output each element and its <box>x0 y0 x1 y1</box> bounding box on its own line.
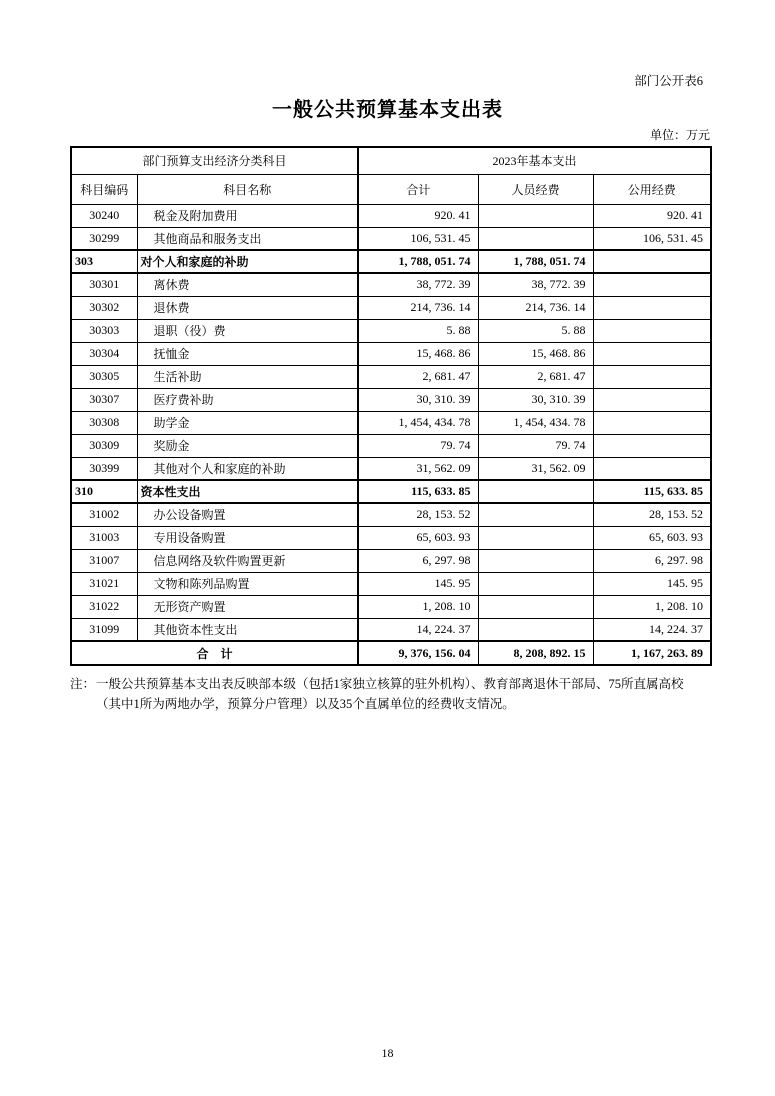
total-row-total: 9, 376, 156. 04 <box>358 641 478 665</box>
row-code: 310 <box>71 480 137 503</box>
row-personnel <box>478 503 593 526</box>
table-column-header-row <box>71 174 711 204</box>
row-name: 其他对个人和家庭的补助 <box>137 457 358 480</box>
total-row-label: 合 计 <box>71 641 358 665</box>
table-body <box>71 204 711 665</box>
row-personnel <box>478 204 593 227</box>
row-name: 税金及附加费用 <box>137 204 358 227</box>
row-name: 医疗费补助 <box>137 388 358 411</box>
row-public <box>593 319 711 342</box>
row-personnel: 1, 788, 051. 74 <box>478 250 593 273</box>
doc-label: 部门公开表6 <box>634 74 703 88</box>
footnote-line-1: 一般公共预算基本支出表反映部本级（包括1家独立核算的驻外机构）、教育部离退休干部局、75所直属高校 <box>96 677 684 691</box>
row-total: 5. 88 <box>358 319 478 342</box>
row-name: 无形资产购置 <box>137 595 358 618</box>
row-public <box>593 411 711 434</box>
row-name: 专用设备购置 <box>137 526 358 549</box>
year-expenditure-group-header: 2023年基本支出 <box>358 147 711 174</box>
column-header-total: 合计 <box>358 174 478 204</box>
row-personnel <box>478 595 593 618</box>
column-header-code: 科目编码 <box>71 174 137 204</box>
table-row <box>71 411 711 434</box>
row-name: 其他资本性支出 <box>137 618 358 641</box>
row-total: 31, 562. 09 <box>358 457 478 480</box>
row-name: 办公设备购置 <box>137 503 358 526</box>
row-total: 65, 603. 93 <box>358 526 478 549</box>
row-code: 30299 <box>71 227 137 250</box>
table-row <box>71 342 711 365</box>
table-row <box>71 388 711 411</box>
row-total: 145. 95 <box>358 572 478 595</box>
classification-group-header: 部门预算支出经济分类科目 <box>71 147 358 174</box>
section-row <box>71 480 711 503</box>
row-personnel: 214, 736. 14 <box>478 296 593 319</box>
row-total: 30, 310. 39 <box>358 388 478 411</box>
row-code: 30301 <box>71 273 137 296</box>
row-name: 资本性支出 <box>137 480 358 503</box>
unit-label: 单位：万元 <box>649 128 710 142</box>
row-personnel: 38, 772. 39 <box>478 273 593 296</box>
row-public: 28, 153. 52 <box>593 503 711 526</box>
table-row <box>71 618 711 641</box>
row-public: 1, 208. 10 <box>593 595 711 618</box>
row-name: 生活补助 <box>137 365 358 388</box>
row-code: 30399 <box>71 457 137 480</box>
row-code: 31099 <box>71 618 137 641</box>
row-code: 30307 <box>71 388 137 411</box>
row-public: 106, 531. 45 <box>593 227 711 250</box>
budget-table <box>70 146 712 666</box>
row-total: 28, 153. 52 <box>358 503 478 526</box>
row-code: 303 <box>71 250 137 273</box>
row-personnel <box>478 618 593 641</box>
table-row <box>71 572 711 595</box>
footnote <box>70 674 720 714</box>
row-code: 30240 <box>71 204 137 227</box>
row-code: 31007 <box>71 549 137 572</box>
row-personnel: 30, 310. 39 <box>478 388 593 411</box>
table-row <box>71 595 711 618</box>
row-personnel <box>478 549 593 572</box>
row-public <box>593 365 711 388</box>
row-total: 1, 454, 434. 78 <box>358 411 478 434</box>
row-code: 30302 <box>71 296 137 319</box>
page-number: 18 <box>381 1046 394 1060</box>
row-personnel: 31, 562. 09 <box>478 457 593 480</box>
row-public: 14, 224. 37 <box>593 618 711 641</box>
row-public <box>593 296 711 319</box>
row-name: 其他商品和服务支出 <box>137 227 358 250</box>
row-personnel <box>478 227 593 250</box>
row-total: 1, 208. 10 <box>358 595 478 618</box>
table-row <box>71 319 711 342</box>
row-name: 抚恤金 <box>137 342 358 365</box>
row-name: 离休费 <box>137 273 358 296</box>
row-total: 214, 736. 14 <box>358 296 478 319</box>
row-name: 退职（役）费 <box>137 319 358 342</box>
section-row <box>71 250 711 273</box>
row-personnel: 5. 88 <box>478 319 593 342</box>
footnote-label: 注： <box>70 677 96 691</box>
table-row <box>71 503 711 526</box>
row-personnel: 15, 468. 86 <box>478 342 593 365</box>
row-personnel: 2, 681. 47 <box>478 365 593 388</box>
row-public: 115, 633. 85 <box>593 480 711 503</box>
row-public <box>593 434 711 457</box>
total-row-public: 1, 167, 263. 89 <box>593 641 711 665</box>
row-personnel <box>478 572 593 595</box>
table-row <box>71 434 711 457</box>
row-personnel <box>478 480 593 503</box>
table-row <box>71 204 711 227</box>
row-personnel: 79. 74 <box>478 434 593 457</box>
row-code: 30308 <box>71 411 137 434</box>
row-name: 文物和陈列品购置 <box>137 572 358 595</box>
row-code: 30309 <box>71 434 137 457</box>
table-row <box>71 457 711 480</box>
row-total: 6, 297. 98 <box>358 549 478 572</box>
row-personnel: 1, 454, 434. 78 <box>478 411 593 434</box>
row-total: 920. 41 <box>358 204 478 227</box>
footnote-line-2: （其中1所为两地办学，预算分户管理）以及35个直属单位的经费收支情况。 <box>96 697 515 711</box>
row-name: 对个人和家庭的补助 <box>137 250 358 273</box>
row-code: 30304 <box>71 342 137 365</box>
column-header-public: 公用经费 <box>593 174 711 204</box>
table-row <box>71 296 711 319</box>
row-total: 106, 531. 45 <box>358 227 478 250</box>
row-total: 1, 788, 051. 74 <box>358 250 478 273</box>
row-code: 31002 <box>71 503 137 526</box>
footnote-body <box>96 674 720 714</box>
row-public <box>593 273 711 296</box>
table-row <box>71 365 711 388</box>
table-row <box>71 526 711 549</box>
total-row-personnel: 8, 208, 892. 15 <box>478 641 593 665</box>
row-total: 79. 74 <box>358 434 478 457</box>
row-name: 退休费 <box>137 296 358 319</box>
row-public <box>593 388 711 411</box>
row-code: 31021 <box>71 572 137 595</box>
row-name: 奖励金 <box>137 434 358 457</box>
row-public <box>593 342 711 365</box>
row-name: 信息网络及软件购置更新 <box>137 549 358 572</box>
row-total: 15, 468. 86 <box>358 342 478 365</box>
row-code: 31003 <box>71 526 137 549</box>
row-public: 6, 297. 98 <box>593 549 711 572</box>
row-public: 145. 95 <box>593 572 711 595</box>
row-total: 38, 772. 39 <box>358 273 478 296</box>
row-code: 30305 <box>71 365 137 388</box>
row-total: 14, 224. 37 <box>358 618 478 641</box>
table-row <box>71 227 711 250</box>
row-public: 65, 603. 93 <box>593 526 711 549</box>
row-public <box>593 250 711 273</box>
row-code: 31022 <box>71 595 137 618</box>
page-title: 一般公共预算基本支出表 <box>272 99 503 121</box>
row-name: 助学金 <box>137 411 358 434</box>
total-row <box>71 641 711 665</box>
column-header-name: 科目名称 <box>137 174 358 204</box>
column-header-personnel: 人员经费 <box>478 174 593 204</box>
row-public <box>593 457 711 480</box>
row-public: 920. 41 <box>593 204 711 227</box>
row-personnel <box>478 526 593 549</box>
row-total: 2, 681. 47 <box>358 365 478 388</box>
table-group-header-row <box>71 147 711 174</box>
row-total: 115, 633. 85 <box>358 480 478 503</box>
row-code: 30303 <box>71 319 137 342</box>
table-row <box>71 549 711 572</box>
table-row <box>71 273 711 296</box>
